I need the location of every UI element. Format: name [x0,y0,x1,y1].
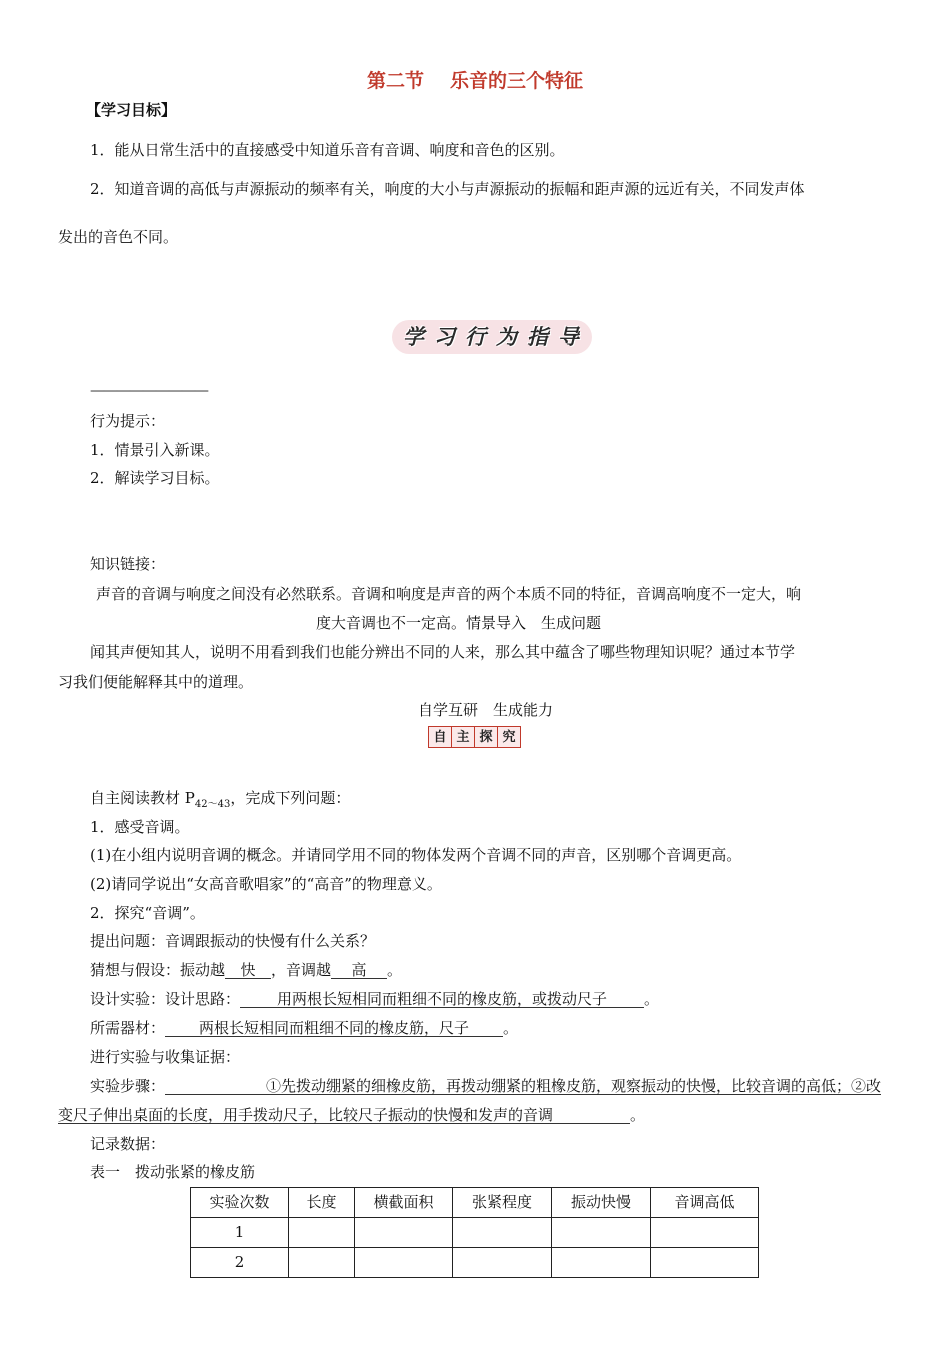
knowledge-heading: 知识链接： [90,555,166,573]
answer-blank-high: 高 [331,963,387,979]
table-cell [355,1218,453,1248]
steps-line-2 [58,1108,645,1124]
hypothesis-end: 。 [387,961,403,979]
tag-char: 主 [451,726,475,748]
hypothesis-line [90,963,402,979]
table-cell [453,1218,552,1248]
intro-line-1: 闻其声便知其人，说明不用看到我们也能分辨出不同的人来，那么其中蕴含了哪些物理知识呢？通过本节学 [90,643,796,661]
knowledge-line-1: 声音的音调与响度之间没有必然联系。音调和响度是声音的两个本质不同的特征，音调高响度不一定大，响 [96,585,802,603]
materials-line [90,1021,518,1037]
collect-evidence: 进行实验与收集证据： [90,1048,241,1066]
table-caption: 表一 拨动张紧的橡皮筋 [90,1163,256,1181]
table-cell [552,1218,651,1248]
task-intro-pages: 42～43 [194,799,231,810]
table-header: 振动快慢 [552,1188,651,1218]
banner-char: 指 [527,324,550,349]
section-tag-self-explore [428,726,520,748]
answer-blank-materials: 两根长短相同而粗细不同的橡皮筋，尺子 [165,1021,503,1037]
table-cell [289,1218,355,1248]
tag-char: 究 [497,726,521,748]
table-header: 实验次数 [191,1188,289,1218]
hint-item-1: 1．情景引入新课。 [90,441,220,459]
task-intro-text-end: ，完成下列问题： [230,789,351,807]
answer-blank-fast: 快 [225,963,271,979]
hint-item-2: 2．解读学习目标。 [90,469,220,487]
table-header: 音调高低 [651,1188,759,1218]
objective-item-2-line1: 2．知道音调的高低与声源振动的频率有关，响度的大小与声源振动的振幅和距声源的远近有关，不同发声体 [90,180,805,198]
table-header: 张紧程度 [453,1188,552,1218]
separator-line: ————————— [90,381,207,399]
task-intro-text: 自主阅读教材 P [90,789,195,807]
answer-blank-steps-2: 变尺子伸出桌面的长度，用手拨动尺子，比较尺子振动的快慢和发声的音调 [58,1108,630,1124]
table-cell [289,1248,355,1278]
steps-label: 实验步骤： [90,1077,166,1095]
question-1: 1．感受音调。 [90,818,190,836]
propose-question: 提出问题：音调跟振动的快慢有什么关系？ [90,932,376,950]
table-row [191,1248,759,1278]
tag-char: 探 [474,726,498,748]
design-label: 设计实验：设计思路： [90,990,241,1008]
table-cell [552,1248,651,1278]
objective-item-1: 1．能从日常生活中的直接感受中知道乐音有音调、响度和音色的区别。 [90,141,565,159]
table-header: 长度 [289,1188,355,1218]
materials-label: 所需器材： [90,1019,166,1037]
table-cell [651,1218,759,1248]
table-cell [651,1248,759,1278]
table-header-row [191,1188,759,1218]
banner-char: 习 [434,324,457,349]
objective-item-2-line2: 发出的音色不同。 [58,228,179,246]
steps-line-1 [90,1079,881,1095]
steps-end: 。 [630,1106,646,1124]
design-line [90,992,659,1008]
design-end: 。 [644,990,660,1008]
banner-char: 为 [496,324,519,349]
hypothesis-label: 猜想与假设：振动越 [90,961,226,979]
tag-char: 自 [428,726,452,748]
answer-blank-design: 用两根长短相同而粗细不同的橡皮筋，或拨动尺子 [240,992,644,1008]
banner-char: 导 [558,324,581,349]
knowledge-line-2: 度大音调也不一定高。情景导入 生成问题 [316,614,602,632]
task-intro [90,791,350,810]
table-cell: 1 [191,1218,289,1248]
section-banner-learning-guide [392,320,592,354]
record-data: 记录数据： [90,1135,166,1153]
intro-line-2: 习我们便能解释其中的道理。 [58,673,254,691]
table-cell [355,1248,453,1278]
hints-heading: 行为提示： [90,412,166,430]
hypothesis-mid: ，音调越 [271,961,332,979]
banner-char: 学 [403,324,426,349]
question-1b: (2)请同学说出“女高音歌唱家”的“高音”的物理意义。 [90,875,442,893]
page-title [0,72,950,91]
materials-end: 。 [503,1019,519,1037]
question-2: 2．探究“音调”。 [90,904,205,922]
record-table [190,1187,759,1278]
question-1a: (1)在小组内说明音调的概念。并请同学用不同的物体发两个音调不同的声音，区别哪个音调更高。 [90,846,742,864]
section-number: 第二节 [366,70,424,92]
table-cell [453,1248,552,1278]
section2-heading: 自学互研 生成能力 [418,701,554,719]
section-topic: 乐音的三个特征 [450,70,584,92]
table-header: 横截面积 [355,1188,453,1218]
table-row [191,1218,759,1248]
objectives-heading: 【学习目标】 [86,101,177,119]
table-cell: 2 [191,1248,289,1278]
answer-blank-steps-1: ①先拨动绷紧的细橡皮筋，再拨动绷紧的粗橡皮筋，观察振动的快慢，比较音调的高低；②改 [165,1079,881,1095]
banner-char: 行 [465,324,488,349]
